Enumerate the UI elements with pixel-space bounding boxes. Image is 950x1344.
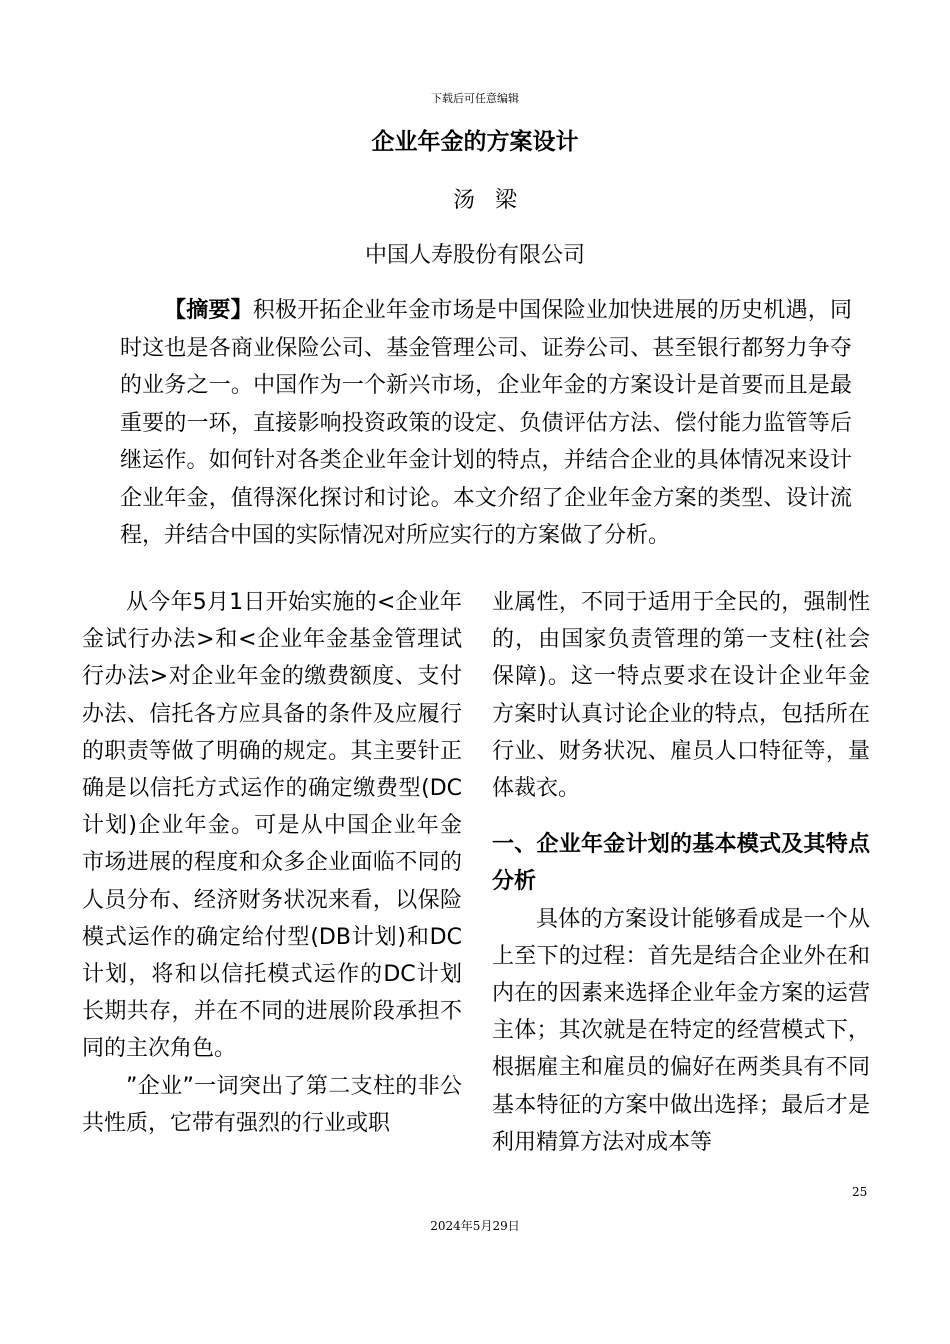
left-column <box>82 584 462 1142</box>
body-paragraph: ”企业”一词突出了第二支柱的非公共性质，它带有强烈的行业或职 <box>82 1073 462 1136</box>
body-paragraph: 从今年5月1日开始实施的<企业年金试行办法>和<企业年金基金管理试行办法>对企业年金的缴费额度、支付办法、信托各方应具备的条件及应履行的职责等做了明确的规定。其主要针正确是以信托方式运作的确定缴费型(DC计划)企业年金。可是从中国企业年金市场进展的程度和众多企业面临不同的人员分布、经济财务状况来看，以保险模式运作的确定给付型(DB计划)和DC计划，将和以信托模式运作的DC计划长期共存，并在不同的进展阶段承担不同的主次角色。 <box>82 590 462 1062</box>
abstract-text: 积极开拓企业年金市场是中国保险业加快进展的历史机遇，同时这也是各商业保险公司、基金管理公司、证券公司、甚至银行都努力争夺的业务之一。中国作为一个新兴市场，企业年金的方案设计是首要而且是最重要的一环，直接影响投资政策的设定、负债评估方法、偿付能力监管等后继运作。如何针对各类企业年金计划的特点，并结合企业的具体情况来设计企业年金，值得深化探讨和讨论。本文介绍了企业年金方案的类型、设计流程，并结合中国的实际情况对所应实行的方案做了分析。 <box>120 298 852 548</box>
right-column <box>492 584 870 1161</box>
abstract-label: 【摘要】 <box>164 298 253 323</box>
section-heading: 一、企业年金计划的基本模式及其特点分析 <box>492 832 870 895</box>
footer-date: 2024年5月29日 <box>430 1219 520 1233</box>
author-name: 汤梁 <box>452 188 537 213</box>
header-note: 下载后可任意编辑 <box>431 92 519 105</box>
body-paragraph-continued: 业属性，不同于适用于全民的，强制性的，由国家负责管理的第一支柱(社会保障)。这一特点要求在设计企业年金方案时认真讨论企业的特点，包括所在行业、财务状况、雇员人口特征等，量体裁衣。 <box>492 590 870 802</box>
document-title: 企业年金的方案设计 <box>371 129 579 155</box>
abstract <box>120 292 852 555</box>
author-affiliation: 中国人寿股份有限公司 <box>364 243 585 268</box>
body-paragraph: 具体的方案设计能够看成是一个从上至下的过程：首先是结合企业外在和内在的因素来选择企业年金方案的运营主体；其次就是在特定的经营模式下，根据雇主和雇员的偏好在两类具有不同基本特征的方案中做出选择；最后才是利用精算方法对成本等 <box>492 906 870 1155</box>
page-number: 25 <box>852 1185 868 1199</box>
